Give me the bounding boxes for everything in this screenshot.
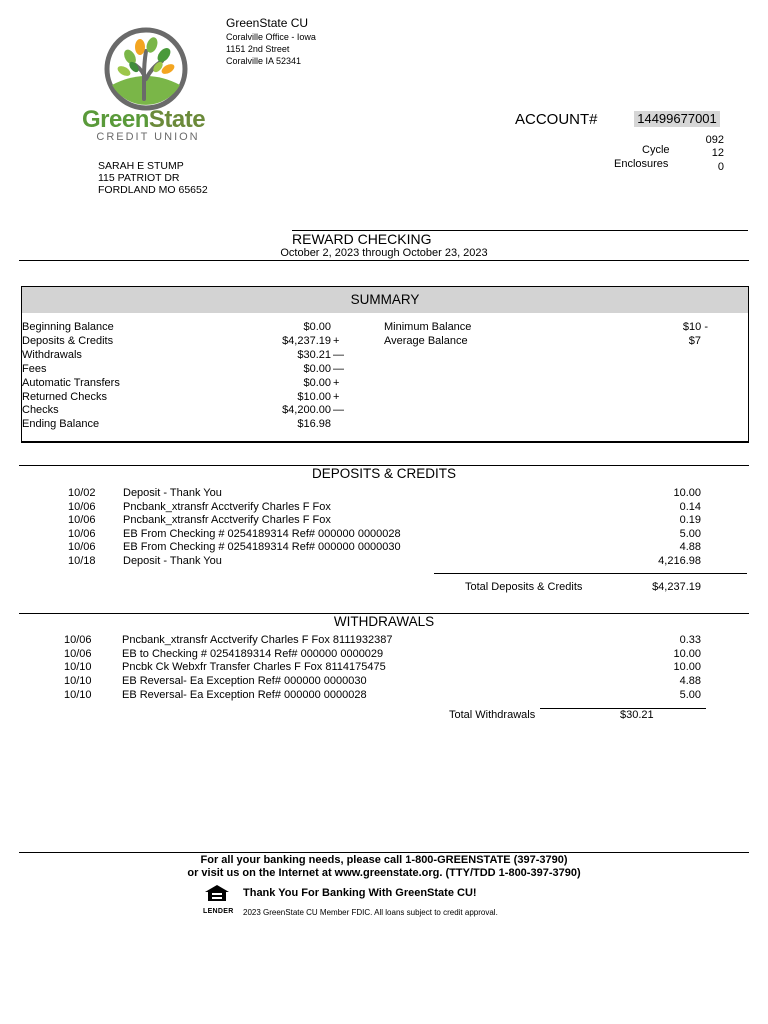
- summary-row: [0, 363, 768, 377]
- withdrawal-row: [0, 634, 768, 648]
- withdrawal-description: EB to Checking # 0254189314 Ref# 000000 0000029: [122, 647, 384, 660]
- deposits-total-value: $4,237.19: [652, 581, 701, 593]
- withdrawal-date: 10/10: [64, 661, 92, 674]
- greenstate-logo-icon: [104, 27, 188, 111]
- summary-row-label: Automatic Transfers: [22, 376, 120, 389]
- deposit-row: [0, 541, 768, 555]
- withdrawal-date: 10/10: [64, 675, 92, 688]
- customer-city: FORDLAND MO 65652: [98, 184, 208, 196]
- footer-web-line: or visit us on the Internet at www.greenstate.org. (TTY/TDD 1-800-397-3790): [187, 867, 581, 879]
- deposits-total-label: Total Deposits & Credits: [465, 581, 583, 593]
- deposit-amount: 0.14: [679, 500, 701, 513]
- withdrawal-row: [0, 648, 768, 662]
- institution-city: Coralville IA 52341: [226, 56, 302, 66]
- minimum-balance-value: $10 -: [682, 321, 708, 333]
- withdrawals-total-label: Total Withdrawals: [449, 709, 536, 721]
- deposit-row: [0, 528, 768, 542]
- summary-row: [0, 391, 768, 405]
- product-title: REWARD CHECKING: [292, 231, 432, 247]
- withdrawal-row: [0, 661, 768, 675]
- deposit-description: EB From Checking # 0254189314 Ref# 000000 0000028: [123, 527, 401, 540]
- summary-row-label: Fees: [22, 362, 47, 375]
- deposit-description: Deposit - Thank You: [123, 555, 222, 567]
- summary-row-symbol: —: [333, 362, 344, 375]
- deposit-description: Pncbank_xtransfr Acctverify Charles F Fox: [123, 514, 331, 527]
- cycle-label: Cycle: [642, 144, 670, 156]
- withdrawal-date: 10/06: [64, 647, 92, 660]
- deposit-description: EB From Checking # 0254189314 Ref# 000000 0000030: [123, 541, 401, 554]
- withdrawal-row: [0, 675, 768, 689]
- summary-row-symbol: +: [333, 376, 340, 389]
- footer-thanks: Thank You For Banking With GreenState CU!: [243, 887, 477, 899]
- withdrawal-description: EB Reversal- Ea Exception Ref# 000000 0000030: [122, 675, 367, 688]
- deposit-row: [0, 555, 768, 569]
- deposit-amount: 0.19: [679, 514, 701, 527]
- deposit-amount: 5.00: [679, 527, 701, 540]
- account-number: 14499677001: [634, 111, 720, 127]
- logo-word-green: Green: [82, 106, 149, 133]
- logo-word-state: State: [148, 106, 206, 133]
- withdrawal-amount: 4.88: [679, 675, 701, 688]
- institution-office: Coralville Office - Iowa: [226, 32, 316, 42]
- summary-row-value: $10.00: [297, 390, 331, 403]
- average-balance-label: Average Balance: [384, 335, 468, 347]
- summary-row-symbol: —: [333, 404, 344, 417]
- deposit-date: 10/06: [68, 527, 96, 540]
- deposit-amount: 4,216.98: [658, 555, 701, 567]
- withdrawals-total-value: $30.21: [620, 709, 654, 721]
- summary-row-symbol: +: [333, 390, 340, 403]
- withdrawals-title: WITHDRAWALS: [333, 614, 435, 629]
- statement-period: October 2, 2023 through October 23, 2023: [280, 247, 488, 259]
- deposit-amount: 10.00: [673, 487, 701, 499]
- summary-row-value: $0.00: [303, 362, 331, 375]
- footer-fine-print: 2023 GreenState CU Member FDIC. All loans subject to credit approval.: [243, 908, 498, 917]
- deposit-date: 10/06: [68, 541, 96, 554]
- footer-call-line: For all your banking needs, please call 1-800-GREENSTATE (397-3790): [200, 854, 568, 866]
- deposit-amount: 4.88: [679, 541, 701, 554]
- deposit-description: Deposit - Thank You: [123, 487, 222, 499]
- summary-row-symbol: —: [333, 348, 344, 361]
- summary-row-label: Beginning Balance: [22, 321, 114, 333]
- institution-name: GreenState CU: [226, 16, 309, 30]
- deposit-description: Pncbank_xtransfr Acctverify Charles F Fox: [123, 500, 331, 513]
- average-balance-value: $7: [688, 335, 701, 347]
- summary-row: [0, 349, 768, 363]
- product-rule-bottom: [19, 260, 749, 261]
- summary-row-value: $30.21: [297, 348, 331, 361]
- deposits-title: DEPOSITS & CREDITS: [311, 466, 457, 481]
- summary-row: [0, 418, 768, 432]
- summary-row-value: $4,237.19: [282, 334, 331, 347]
- summary-row-label: Checks: [22, 404, 59, 417]
- summary-row-label: Withdrawals: [22, 348, 82, 361]
- summary-row: [0, 377, 768, 391]
- deposit-row: [0, 514, 768, 528]
- withdrawal-date: 10/10: [64, 688, 92, 701]
- customer-street: 115 PATRIOT DR: [98, 172, 180, 184]
- enclosures-label: Enclosures: [614, 158, 669, 170]
- withdrawal-amount: 0.33: [679, 634, 701, 646]
- deposit-row: [0, 487, 768, 501]
- summary-row-label: Returned Checks: [22, 390, 107, 403]
- deposit-date: 10/06: [68, 514, 96, 527]
- withdrawal-description: EB Reversal- Ea Exception Ref# 000000 0000028: [122, 688, 367, 701]
- summary-row-value: $0.00: [303, 321, 331, 333]
- withdrawal-row: [0, 689, 768, 703]
- withdrawal-amount: 10.00: [673, 647, 701, 660]
- summary-row-value: $0.00: [303, 376, 331, 389]
- summary-row-value: $4,200.00: [282, 404, 331, 417]
- customer-name: SARAH E STUMP: [98, 160, 184, 172]
- summary-row-symbol: +: [333, 334, 340, 347]
- withdrawal-description: Pncbk Ck Webxfr Transfer Charles F Fox 8114175475: [122, 661, 386, 674]
- deposits-total-rule: [434, 573, 747, 574]
- summary-row-label: Ending Balance: [22, 418, 100, 431]
- summary-row: [0, 404, 768, 418]
- logo-wordmark: [82, 107, 212, 133]
- institution-street: 1151 2nd Street: [226, 44, 290, 54]
- withdrawal-amount: 10.00: [673, 661, 701, 674]
- summary-row-value: $16.98: [297, 418, 331, 431]
- withdrawal-description: Pncbank_xtransfr Acctverify Charles F Fox 8111932387: [122, 634, 393, 646]
- withdrawal-amount: 5.00: [679, 688, 701, 701]
- deposit-date: 10/18: [68, 555, 96, 567]
- deposit-date: 10/06: [68, 500, 96, 513]
- equal-housing-lender-icon: [203, 884, 231, 902]
- account-label: ACCOUNT#: [515, 111, 598, 128]
- equal-housing-lender-label: LENDER: [203, 908, 234, 915]
- account-code: 092: [705, 134, 724, 146]
- summary-row-label: Deposits & Credits: [22, 334, 114, 347]
- cycle-value: 12: [711, 147, 724, 159]
- summary-title: SUMMARY: [22, 287, 748, 313]
- logo-subtitle: CREDIT UNION: [96, 131, 200, 143]
- deposit-date: 10/02: [68, 487, 96, 499]
- deposit-row: [0, 501, 768, 515]
- enclosures-value: 0: [717, 161, 724, 173]
- minimum-balance-label: Minimum Balance: [384, 321, 472, 333]
- withdrawal-date: 10/06: [64, 634, 92, 646]
